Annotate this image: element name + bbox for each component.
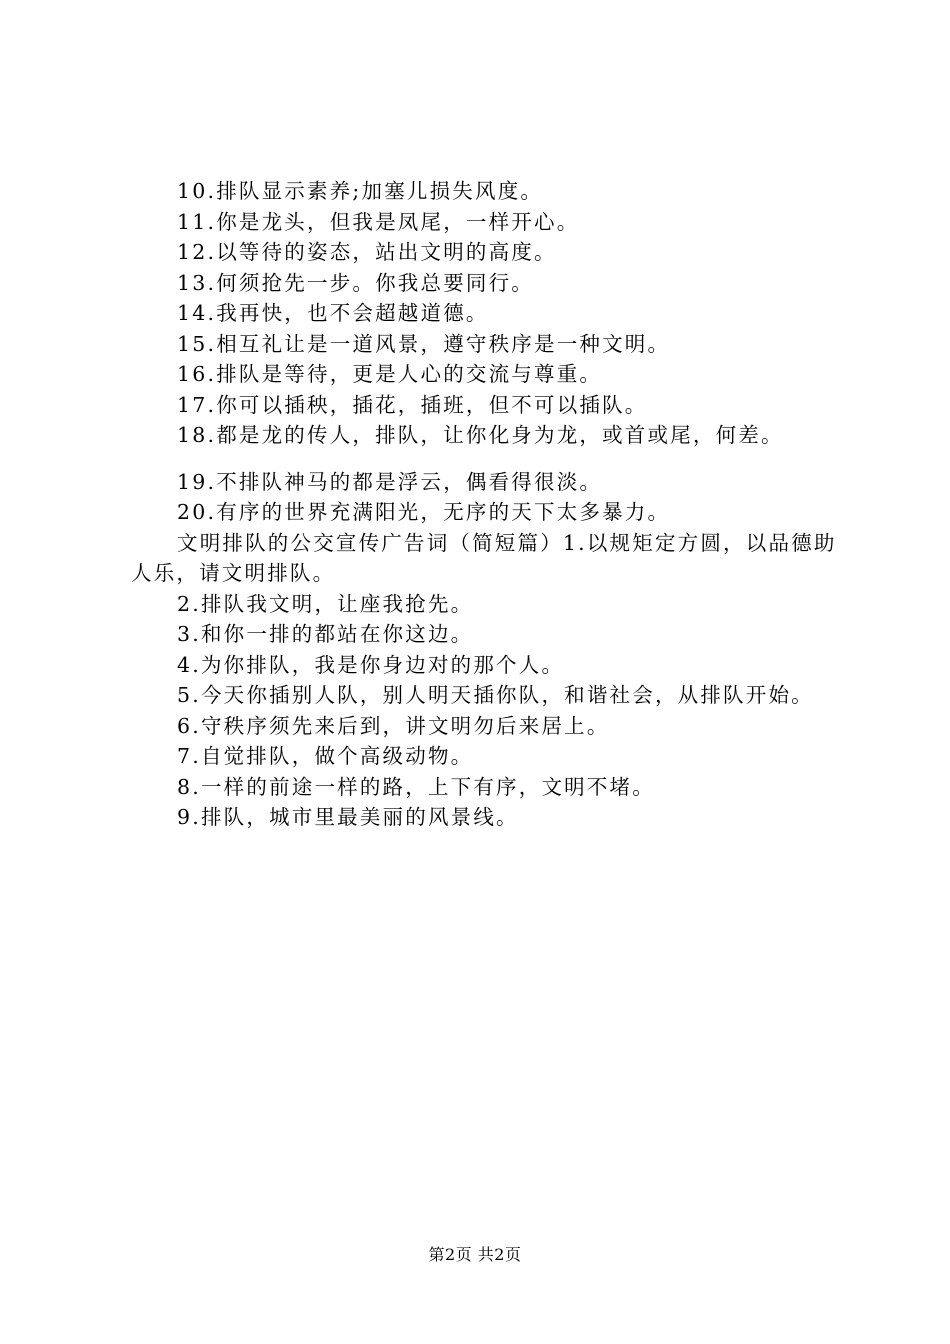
slogan-11: 11.你是龙头，但我是凤尾，一样开心。 [177,209,580,234]
document-body [131,176,851,833]
slogan-16: 16.排队是等待，更是人心的交流与尊重。 [177,362,603,386]
slogan-14: 14.我再快，也不会超越道德。 [177,301,489,325]
slogan-17: 17.你可以插秧，插花，插班，但不可以插队。 [177,392,648,417]
slogan-12: 12.以等待的姿态，站出文明的高度。 [177,240,557,264]
short-slogan-6: 6.守秩序须先来后到，讲文明勿后来居上。 [177,713,610,738]
short-slogan-3: 3.和你一排的都站在你这边。 [177,622,474,646]
short-slogan-2: 2.排队我文明，让座我抢先。 [177,591,474,616]
short-slogan-4: 4.为你排队，我是你身边对的那个人。 [177,652,565,677]
slogan-13: 13.何须抢先一步。你我总要同行。 [177,270,535,295]
short-slogan-7: 7.自觉排队，做个高级动物。 [177,744,474,768]
short-slogan-8: 8.一样的前途一样的路，上下有序，文明不堵。 [177,774,655,799]
slogan-19: 19.不排队神马的都是浮云，偶看得很淡。 [177,469,603,494]
slogan-20: 20.有序的世界充满阳光，无序的天下太多暴力。 [177,500,671,524]
slogan-10: 10.排队显示素养;加塞儿损失风度。 [177,179,544,203]
slogan-15: 15.相互礼让是一道风景，遵守秩序是一种文明。 [177,331,671,356]
section-heading-paragraph: 文明排队的公交宣传广告词（简短篇）1.以规矩定方圆，以品德助人乐，请文明排队。 [131,530,837,585]
short-slogan-5: 5.今天你插别人队，别人明天插你队，和谐社会，从排队开始。 [177,683,814,707]
short-slogan-9: 9.排队，城市里最美丽的风景线。 [177,805,519,829]
slogan-18: 18.都是龙的传人，排队，让你化身为龙，或首或尾，何差。 [177,423,784,447]
page-number-footer: 第2页 共2页 [428,1245,522,1264]
